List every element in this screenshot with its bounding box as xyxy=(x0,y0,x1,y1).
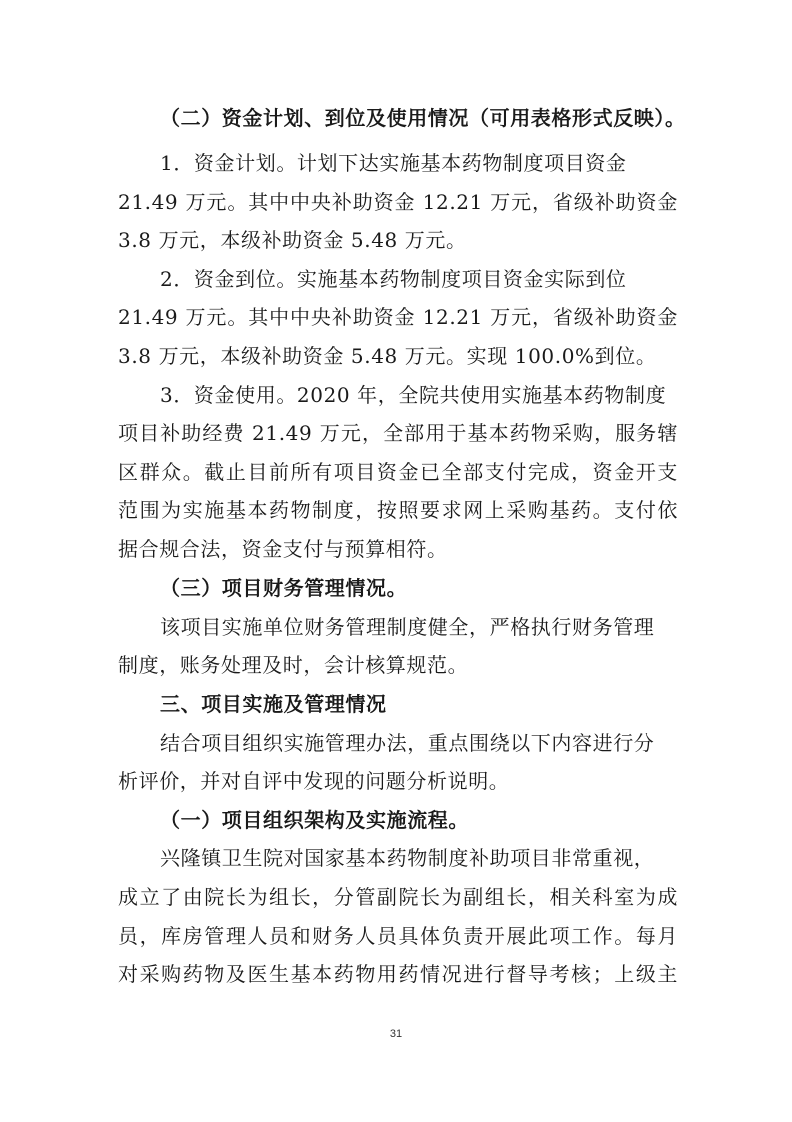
paragraph-line: 项目补助经费 21.49 万元，全部用于基本药物采购，服务辖 xyxy=(118,421,678,445)
page-number: 31 xyxy=(389,1028,403,1040)
paragraph-line: 兴隆镇卫生院对国家基本药物制度补助项目非常重视， xyxy=(160,846,655,870)
paragraph-line: 该项目实施单位财务管理制度健全，严格执行财务管理 xyxy=(160,615,655,639)
paragraph-line: 员，库房管理人员和财务人员具体负责开展此项工作。每月 xyxy=(118,924,678,948)
paragraph-line: 21.49 万元。其中中央补助资金 12.21 万元，省级补助资金 xyxy=(118,190,678,214)
paragraph-line: 析评价，并对自评中发现的问题分析说明。 xyxy=(118,769,510,793)
section-heading-implementation: 三、项目实施及管理情况 xyxy=(160,692,387,716)
paragraph-line: 结合项目组织实施管理办法，重点围绕以下内容进行分 xyxy=(160,731,655,755)
paragraph-line: 区群众。截止目前所有项目资金已全部支付完成，资金开支 xyxy=(118,460,678,484)
paragraph-line: 成立了由院长为组长，分管副院长为副组长，相关科室为成 xyxy=(118,885,678,909)
paragraph-line: 1．资金计划。计划下达实施基本药物制度项目资金 xyxy=(160,151,627,175)
paragraph-line: 3.8 万元，本级补助资金 5.48 万元。 xyxy=(118,228,467,252)
section-heading-funds: （二）资金计划、到位及使用情况（可用表格形式反映）。 xyxy=(160,106,686,130)
paragraph-line: 3．资金使用。2020 年，全院共使用实施基本药物制度 xyxy=(160,383,667,407)
paragraph-line: 制度，账务处理及时，会计核算规范。 xyxy=(118,653,469,677)
paragraph-line: 3.8 万元，本级补助资金 5.48 万元。实现 100.0%到位。 xyxy=(118,344,657,368)
paragraph-line: 范围为实施基本药物制度，按照要求网上采购基药。支付依 xyxy=(118,498,678,522)
section-heading-organization: （一）项目组织架构及实施流程。 xyxy=(160,808,469,832)
paragraph-line: 对采购药物及医生基本药物用药情况进行督导考核；上级主 xyxy=(118,962,678,986)
section-heading-finance: （三）项目财务管理情况。 xyxy=(160,576,408,600)
paragraph-line: 21.49 万元。其中中央补助资金 12.21 万元，省级补助资金 xyxy=(118,305,678,329)
paragraph-line: 2．资金到位。实施基本药物制度项目资金实际到位 xyxy=(160,267,627,291)
paragraph-line: 据合规合法，资金支付与预算相符。 xyxy=(118,537,448,561)
